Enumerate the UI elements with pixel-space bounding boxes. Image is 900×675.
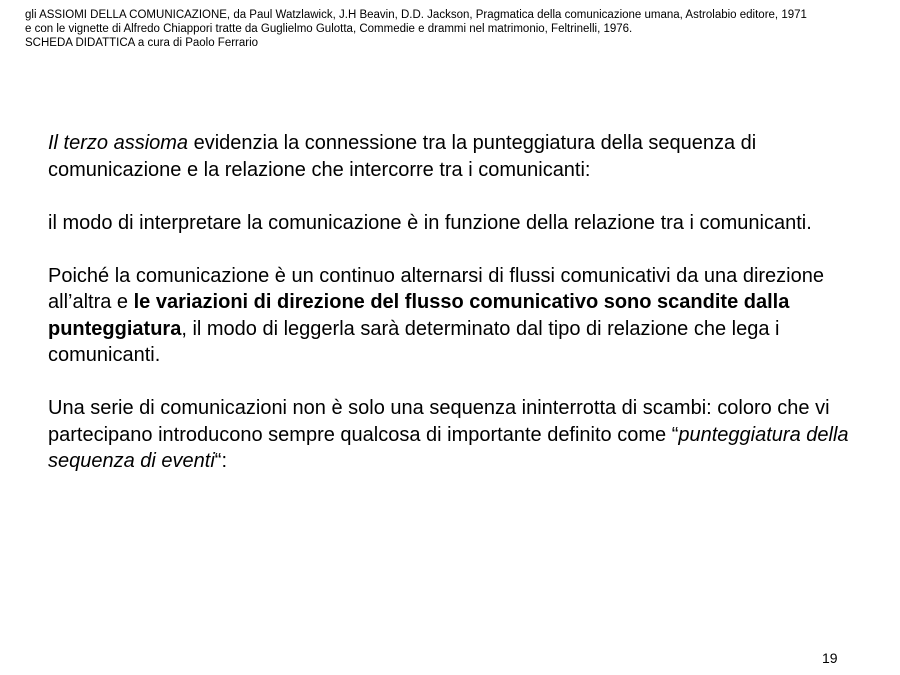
- italic-lead-term: Il terzo assioma: [48, 132, 189, 154]
- paragraph-text: Poiché la comunicazione è un continuo alternarsi di flussi comunicativi da una direzione all’altra e: [48, 264, 824, 313]
- page-number: 19: [822, 650, 838, 666]
- slide-body: [48, 130, 868, 501]
- paragraph-communication-flow: [48, 263, 868, 369]
- italic-emphasis: punteggiatura della sequenza di eventi: [48, 423, 849, 472]
- bold-emphasis: le variazioni di direzione del flusso comunicativo sono scandite dalla punteggiatura: [48, 291, 790, 340]
- paragraph-text: Una serie di comunicazioni non è solo una sequenza ininterrotta di scambi: coloro che vi partecipano introducono sempre qualcosa di importante definito come “: [48, 397, 830, 446]
- header-credit-line: SCHEDA DIDATTICA a cura di Paolo Ferrario: [25, 37, 259, 49]
- header-citation-line-1: gli ASSIOMI DELLA COMUNICAZIONE, da Paul Watzlawick, J.H Beavin, D.D. Jackson, Pragmatica della comunicazione umana, Astrolabio editore, 1971: [25, 9, 807, 21]
- paragraph-third-axiom: [48, 130, 868, 183]
- document-header: [25, 8, 890, 50]
- paragraph-text: , il modo di leggerla sarà determinato dal tipo di relazione che lega i comunicanti.: [48, 317, 780, 366]
- paragraph-text: il modo di interpretare la comunicazione è in funzione della relazione tra i comunicanti.: [48, 211, 812, 234]
- paragraph-punctuation-sequence: [48, 395, 868, 475]
- header-citation-line-2: e con le vignette di Alfredo Chiappori tratte da Guglielmo Gulotta, Commedie e drammi nel matrimonio, Feltrinelli, 1976.: [25, 23, 633, 35]
- paragraph-text: “:: [214, 450, 228, 472]
- paragraph-text: evidenzia la connessione tra la punteggiatura della sequenza di comunicazione e la relazione che intercorre tra i comunicanti:: [48, 132, 757, 181]
- paragraph-interpretation: [48, 210, 868, 237]
